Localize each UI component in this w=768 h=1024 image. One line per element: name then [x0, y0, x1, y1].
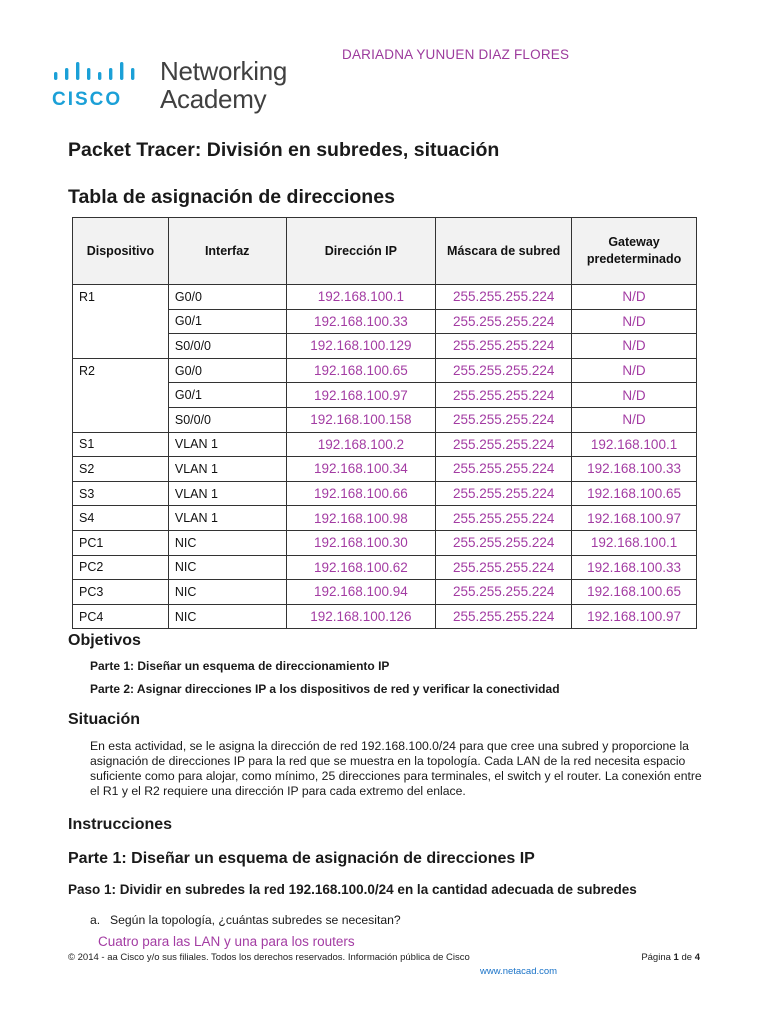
table-row — [73, 604, 697, 629]
cell-mask: 255.255.255.224 — [436, 358, 572, 383]
cell-device: PC4 — [73, 604, 169, 629]
cell-interface: G0/1 — [168, 383, 286, 408]
objective-part1: Parte 1: Diseñar un esquema de direccionamiento IP — [90, 659, 390, 673]
cell-ip: 192.168.100.98 — [286, 506, 436, 531]
table-row — [73, 309, 697, 334]
cell-mask: 255.255.255.224 — [436, 334, 572, 359]
page-total: 4 — [694, 952, 700, 963]
table-row — [73, 334, 697, 359]
page-current: 1 — [673, 952, 679, 963]
table-row — [73, 383, 697, 408]
footer-link[interactable]: www.netacad.com — [480, 966, 558, 977]
header-interface: Interfaz — [168, 218, 286, 285]
author-name: DARIADNA YUNUEN DIAZ FLORES — [342, 47, 570, 62]
scenario-text: En esta actividad, se le asigna la dirección de red 192.168.100.0/24 para que cree una subred y proporcione la asignación de direcciones IP para la red que se muestra en la topología. Cada LAN de la red necesita espacio suficiente como para alojar, como mínimo, 25 direcciones para terminales, el switch y el router. La conexión entre el R1 y el R2 requiere una dirección IP para cada extremo del enlace. — [90, 739, 702, 798]
question-a — [90, 913, 401, 927]
cell-gateway: N/D — [572, 358, 697, 383]
table-row — [73, 432, 697, 457]
logo-networking-text: Networking — [160, 56, 288, 86]
question-letter: a. — [90, 913, 101, 927]
part1-heading: Parte 1: Diseñar un esquema de asignación de direcciones IP — [68, 850, 535, 867]
cell-ip: 192.168.100.129 — [286, 334, 436, 359]
cell-device: S1 — [73, 432, 169, 457]
cell-ip: 192.168.100.33 — [286, 309, 436, 334]
cell-interface: NIC — [168, 555, 286, 580]
cell-ip: 192.168.100.97 — [286, 383, 436, 408]
page-prefix: Página — [641, 952, 674, 963]
step1-heading: Paso 1: Dividir en subredes la red 192.168.100.0/24 en la cantidad adecuada de subredes — [68, 882, 637, 897]
header-gateway — [572, 218, 697, 285]
table-row — [73, 530, 697, 555]
cell-device: PC1 — [73, 530, 169, 555]
cell-device — [73, 334, 169, 359]
table-row — [73, 457, 697, 482]
cell-interface: VLAN 1 — [168, 481, 286, 506]
cell-ip: 192.168.100.1 — [286, 285, 436, 310]
question-text: Según la topología, ¿cuántas subredes se necesitan? — [110, 913, 401, 927]
cell-interface: NIC — [168, 530, 286, 555]
cell-device: S3 — [73, 481, 169, 506]
cell-interface: G0/1 — [168, 309, 286, 334]
cell-device — [73, 407, 169, 432]
cell-interface: S0/0/0 — [168, 407, 286, 432]
cell-device — [73, 383, 169, 408]
objectives-heading: Objetivos — [68, 632, 141, 649]
cell-ip: 192.168.100.126 — [286, 604, 436, 629]
instructions-heading: Instrucciones — [68, 816, 173, 833]
document-title: Packet Tracer: División en subredes, situación — [68, 139, 500, 161]
cell-gateway: 192.168.100.33 — [572, 555, 697, 580]
cell-gateway: 192.168.100.97 — [572, 506, 697, 531]
cell-ip: 192.168.100.34 — [286, 457, 436, 482]
cell-gateway: 192.168.100.33 — [572, 457, 697, 482]
cisco-bridge-bars-icon — [52, 60, 144, 86]
cisco-networking-academy-logo — [52, 56, 312, 120]
table-row — [73, 407, 697, 432]
cell-ip: 192.168.100.65 — [286, 358, 436, 383]
cell-mask: 255.255.255.224 — [436, 555, 572, 580]
cell-mask: 255.255.255.224 — [436, 407, 572, 432]
cell-interface: VLAN 1 — [168, 506, 286, 531]
cell-device: S4 — [73, 506, 169, 531]
cell-gateway: N/D — [572, 383, 697, 408]
page-number — [641, 952, 700, 963]
cell-device — [73, 309, 169, 334]
header-ip: Dirección IP — [286, 218, 436, 285]
cell-mask: 255.255.255.224 — [436, 530, 572, 555]
cisco-wordmark: CISCO — [52, 89, 123, 110]
cell-gateway: N/D — [572, 407, 697, 432]
header-gateway-line1: Gateway — [608, 235, 660, 249]
cell-ip: 192.168.100.30 — [286, 530, 436, 555]
header-mask: Máscara de subred — [436, 218, 572, 285]
cell-interface: NIC — [168, 580, 286, 605]
cell-interface: G0/0 — [168, 358, 286, 383]
cell-mask: 255.255.255.224 — [436, 580, 572, 605]
cell-device: S2 — [73, 457, 169, 482]
cell-interface: S0/0/0 — [168, 334, 286, 359]
addressing-table — [72, 217, 697, 629]
cell-gateway: N/D — [572, 334, 697, 359]
cell-gateway: 192.168.100.1 — [572, 530, 697, 555]
handwritten-answer: Cuatro para las LAN y una para los routers — [98, 934, 355, 949]
cell-interface: G0/0 — [168, 285, 286, 310]
cell-interface: VLAN 1 — [168, 457, 286, 482]
cell-interface: VLAN 1 — [168, 432, 286, 457]
table-header-row — [73, 218, 697, 285]
cell-mask: 255.255.255.224 — [436, 285, 572, 310]
cell-mask: 255.255.255.224 — [436, 604, 572, 629]
cell-mask: 255.255.255.224 — [436, 309, 572, 334]
cell-gateway: 192.168.100.65 — [572, 580, 697, 605]
cell-mask: 255.255.255.224 — [436, 457, 572, 482]
logo-academy-text: Academy — [160, 84, 267, 114]
cell-ip: 192.168.100.66 — [286, 481, 436, 506]
cell-mask: 255.255.255.224 — [436, 383, 572, 408]
cell-gateway: N/D — [572, 309, 697, 334]
objective-part2: Parte 2: Asignar direcciones IP a los dispositivos de red y verificar la conectividad — [90, 682, 560, 696]
cell-ip: 192.168.100.2 — [286, 432, 436, 457]
table-title: Tabla de asignación de direcciones — [68, 186, 395, 208]
cell-device: R1 — [73, 285, 169, 310]
table-row — [73, 506, 697, 531]
cell-device: R2 — [73, 358, 169, 383]
cell-mask: 255.255.255.224 — [436, 506, 572, 531]
page-mid: de — [678, 952, 695, 963]
cell-mask: 255.255.255.224 — [436, 432, 572, 457]
table-row — [73, 580, 697, 605]
cell-gateway: 192.168.100.1 — [572, 432, 697, 457]
scenario-heading: Situación — [68, 711, 141, 728]
cell-device: PC2 — [73, 555, 169, 580]
cell-interface: NIC — [168, 604, 286, 629]
table-row — [73, 481, 697, 506]
table-row — [73, 285, 697, 310]
cell-mask: 255.255.255.224 — [436, 481, 572, 506]
cell-ip: 192.168.100.62 — [286, 555, 436, 580]
table-row — [73, 358, 697, 383]
table-row — [73, 555, 697, 580]
copyright-text: © 2014 - aa Cisco y/o sus filiales. Todos los derechos reservados. Información pública de Cisco — [68, 952, 470, 963]
cell-device: PC3 — [73, 580, 169, 605]
header-gateway-line2: predeterminado — [586, 252, 682, 266]
cell-ip: 192.168.100.94 — [286, 580, 436, 605]
cell-gateway: N/D — [572, 285, 697, 310]
cell-ip: 192.168.100.158 — [286, 407, 436, 432]
cell-gateway: 192.168.100.97 — [572, 604, 697, 629]
cell-gateway: 192.168.100.65 — [572, 481, 697, 506]
header-device: Dispositivo — [73, 218, 169, 285]
